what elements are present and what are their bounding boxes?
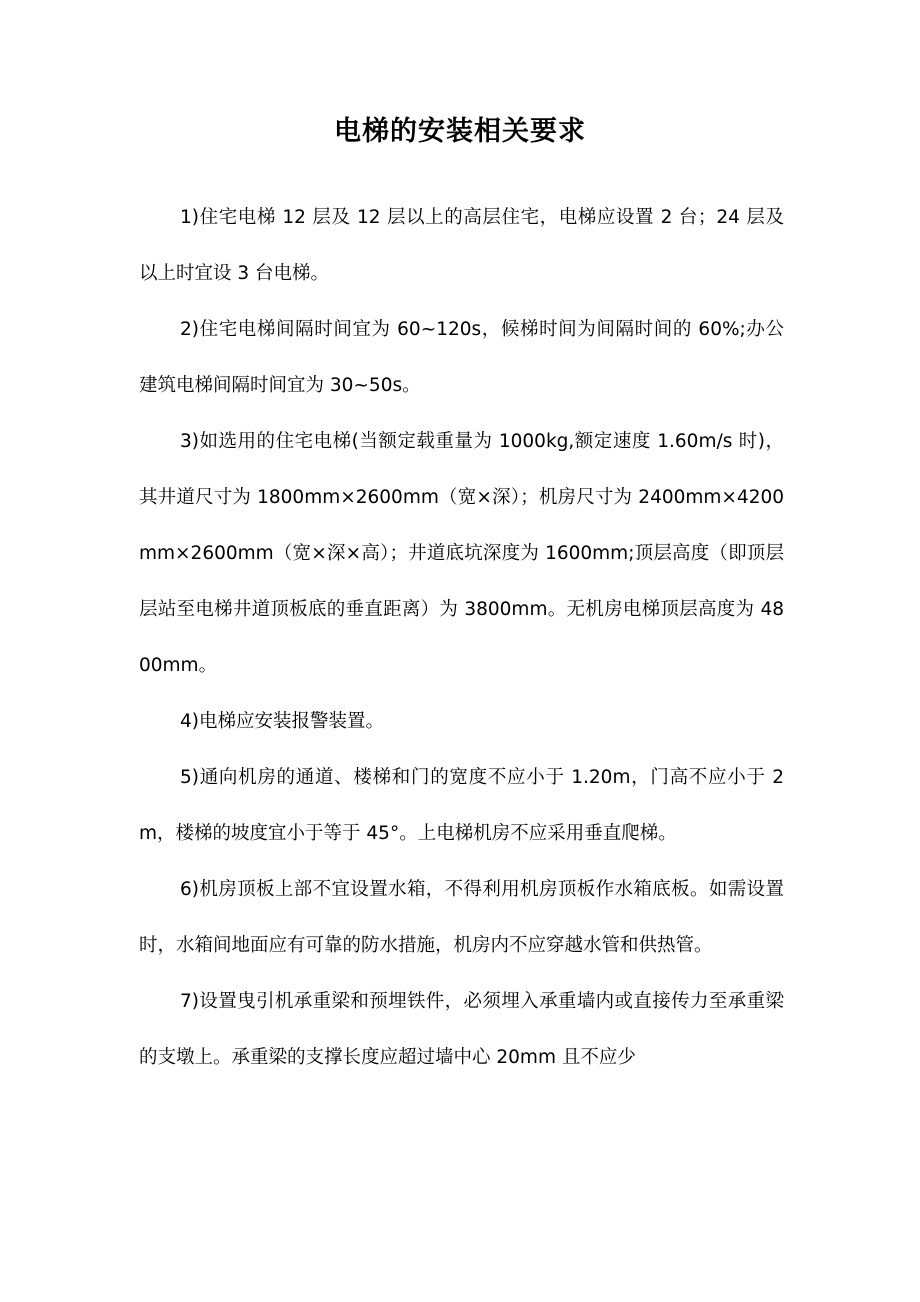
paragraph-4: 4)电梯应安装报警装置。 [180, 711, 384, 732]
paragraph-7: 7)设置曳引机承重梁和预埋铁件，必须埋入承重墙内或直接传力至承重梁的支墩上。承重梁的支撑长度应超过墙中心 20mm 且不应少 [139, 991, 784, 1068]
paragraph-1: 1)住宅电梯 12 层及 12 层以上的高层住宅，电梯应设置 2 台；24 层及以上时宜设 3 台电梯。 [139, 207, 784, 284]
document-title: 电梯的安装相关要求 [334, 116, 586, 147]
paragraph-6: 6)机房顶板上部不宜设置水箱，不得利用机房顶板作水箱底板。如需设置时，水箱间地面应有可靠的防水措施，机房内不应穿越水管和供热管。 [139, 879, 784, 956]
paragraph-3: 3)如选用的住宅电梯(当额定载重量为 1000kg,额定速度 1.60m/s 时)，其井道尺寸为 1800mm×2600mm（宽×深）；机房尺寸为 2400mm×4200mm×2600mm（宽×深×高）；井道底坑深度为 1600mm;顶层高度（即顶层层站至电梯井道顶板底的垂直距离）为 3800mm。无机房电梯顶层高度为 4800mm。 [139, 431, 784, 676]
document-body [139, 190, 784, 1086]
paragraph-2: 2)住宅电梯间隔时间宜为 60~120s，候梯时间为间隔时间的 60%;办公建筑电梯间隔时间宜为 30~50s。 [139, 319, 784, 396]
paragraph-5: 5)通向机房的通道、楼梯和门的宽度不应小于 1.20m，门高不应小于 2m，楼梯的坡度宜小于等于 45°。上电梯机房不应采用垂直爬梯。 [139, 767, 784, 844]
